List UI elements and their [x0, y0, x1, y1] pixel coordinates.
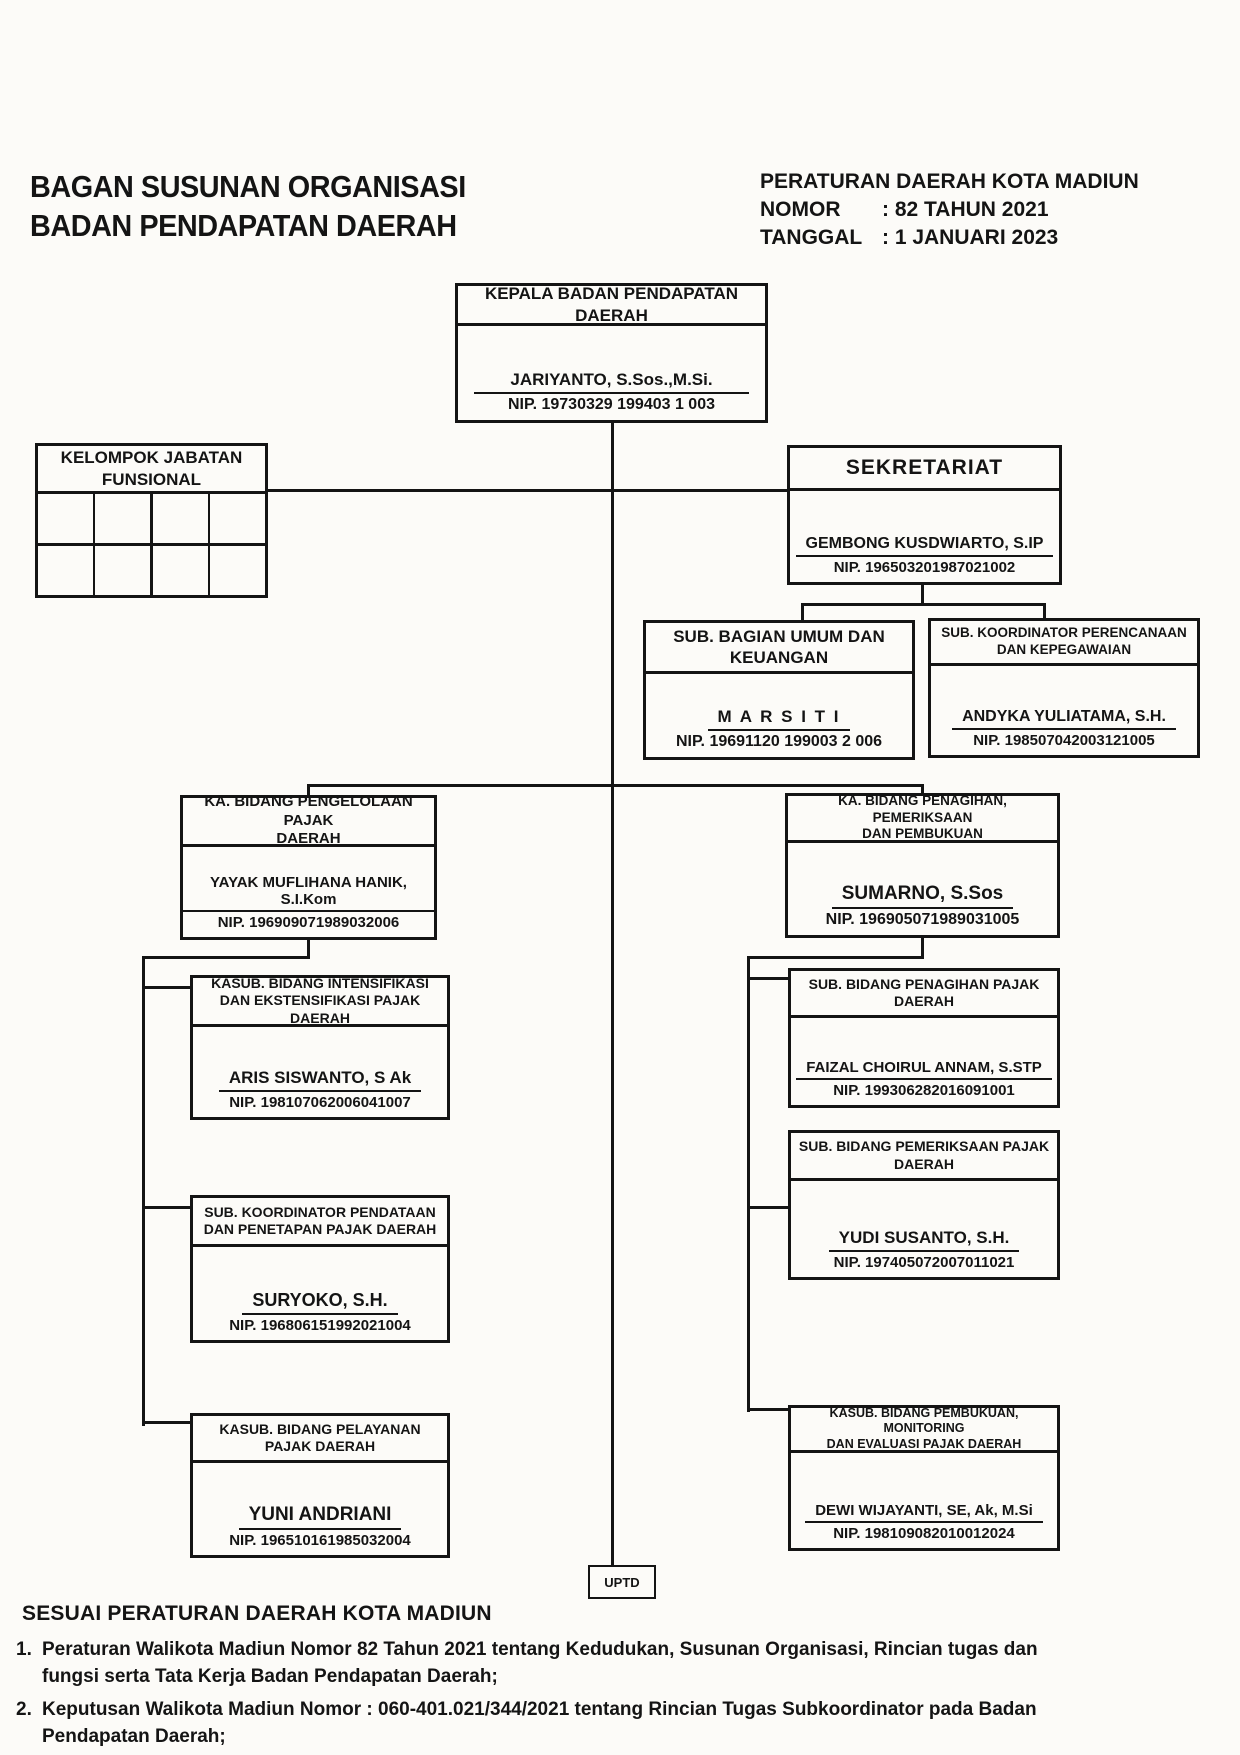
org-box-sub-penagihan-title-line2: DAERAH: [894, 993, 954, 1009]
kelompok-grid-cell: [95, 494, 150, 543]
connector-subkoord-drop: [1043, 603, 1046, 619]
org-box-kepala-nip: NIP. 19730329 199403 1 003: [507, 396, 715, 413]
org-box-kepala-name: JARIYANTO, S.Sos.,M.Si.: [458, 370, 765, 394]
org-box-sub-pemeriksaan-title: [791, 1133, 1057, 1181]
org-box-bidang-penagihan-title-line1: KA. BIDANG PENAGIHAN, PEMERIKSAAN: [838, 792, 1007, 825]
org-box-sekretariat-title-text: SEKRETARIAT: [845, 455, 1004, 479]
org-box-kelompok-title-line2: FUNSIONAL: [101, 469, 202, 489]
org-box-kasub-intensifikasi-title-line1: KASUB. BIDANG INTENSIFIKASI: [211, 974, 429, 991]
org-box-sub-pemeriksaan-nip: NIP. 197405072007011021: [833, 1254, 1015, 1271]
regulation-nomor-label: NOMOR: [760, 198, 841, 221]
org-box-kelompok-title-line1: KELOMPOK JABATAN: [60, 448, 243, 468]
org-box-kasub-pembukuan: [788, 1405, 1060, 1551]
org-box-bidang-pengelolaan: [180, 792, 437, 940]
connector-sekretariat-drop: [921, 583, 924, 605]
org-box-kasub-pelayanan-title-line2: PAJAK DAERAH: [264, 1438, 376, 1454]
regulation-title: PERATURAN DAERAH KOTA MADIUN: [760, 170, 1139, 193]
org-box-kasub-intensifikasi-title: [193, 974, 447, 1027]
org-box-sub-penagihan-title-line1: SUB. BIDANG PENAGIHAN PAJAK: [808, 975, 1040, 992]
org-box-kasub-pembukuan-nip: NIP. 198109082010012024: [833, 1525, 1015, 1542]
org-box-sub-penagihan-title: [791, 971, 1057, 1018]
org-box-kasub-pelayanan-name: YUNI ANDRIANI: [239, 1504, 402, 1530]
org-box-kasub-intensifikasi-nip: NIP. 198107062006041007: [229, 1094, 411, 1111]
org-box-sub-umum-name: M A R S I T I: [708, 707, 851, 731]
org-box-sub-koord-pendataan: [190, 1195, 450, 1343]
legal-note-1: [16, 1636, 1046, 1690]
connector-left-stub-2: [142, 1206, 192, 1209]
document-title: [30, 168, 466, 246]
org-box-sekretariat-title: [790, 448, 1059, 491]
org-box-sub-umum-title-line1: SUB. BAGIAN UMUM DAN: [673, 626, 885, 646]
document-title-line2: BADAN PENDAPATAN DAERAH: [30, 207, 457, 243]
legal-note-2: [16, 1696, 1046, 1750]
org-box-bidang-pengelolaan-title: [183, 792, 434, 848]
connector-left-stub-1: [142, 986, 192, 989]
kelompok-grid-cell: [153, 546, 208, 595]
org-box-sub-pemeriksaan-name: YUDI SUSANTO, S.H.: [829, 1228, 1020, 1252]
org-box-bidang-penagihan-title-line2: DAN PEMBUKUAN: [862, 826, 983, 842]
org-box-sub-koord-perencanaan-title-line1: SUB. KOORDINATOR PERENCANAAN: [941, 625, 1187, 641]
org-box-bidang-penagihan-nip: NIP. 196905071989031005: [825, 911, 1020, 928]
org-box-kepala-title-text: KEPALA BADAN PENDAPATAN DAERAH: [484, 284, 739, 325]
kelompok-grid-cell: [210, 494, 265, 543]
org-box-kasub-intensifikasi: [190, 975, 450, 1120]
connector-row1: [268, 489, 787, 492]
org-box-sub-koord-perencanaan-nip: NIP. 198507042003121005: [973, 732, 1155, 749]
connector-trunk: [611, 423, 614, 1566]
connector-subumum-drop: [801, 603, 804, 621]
org-box-bidang-pengelolaan-title-line2: DAERAH: [276, 830, 341, 848]
connector-right-rail-jog: [747, 956, 924, 959]
org-box-bidang-pengelolaan-name: YAYAK MUFLIHANA HANIK, S.I.Kom: [183, 874, 434, 912]
org-box-bidang-penagihan-name: SUMARNO, S.Sos: [832, 883, 1014, 909]
org-box-kasub-pelayanan-nip: NIP. 196510161985032004: [229, 1532, 411, 1549]
org-box-sub-umum-nip: NIP. 19691120 199003 2 006: [675, 733, 883, 750]
org-box-bidang-pengelolaan-title-line1: KA. BIDANG PENGELOLAAN PAJAK: [204, 792, 413, 829]
regulation-nomor-value: : 82 TAHUN 2021: [882, 198, 1049, 221]
kelompok-grid-cell: [210, 546, 265, 595]
org-box-sub-koord-perencanaan-name: ANDYKA YULIATAMA, S.H.: [952, 708, 1176, 730]
org-box-kasub-pembukuan-title: [791, 1405, 1057, 1453]
org-box-sub-koord-pendataan-nip: NIP. 196806151992021004: [229, 1317, 411, 1334]
regulation-tanggal-label: TANGGAL: [760, 226, 863, 249]
connector-left-stub-3: [142, 1421, 192, 1424]
org-box-kasub-pembukuan-name: DEWI WIJAYANTI, SE, Ak, M.Si: [805, 1502, 1043, 1523]
org-box-sub-pemeriksaan-title-line1: SUB. BIDANG PEMERIKSAAN PAJAK: [798, 1138, 1050, 1154]
org-box-sekretariat-name: GEMBONG KUSDWIARTO, S.IP: [796, 535, 1054, 557]
org-box-sub-umum-title-line2: KEUANGAN: [729, 648, 829, 667]
legal-note-2-text: Keputusan Walikota Madiun Nomor : 060-401.021/344/2021 tentang Rincian Tugas Subkoordinator pada Badan Pendapatan Daerah;: [42, 1699, 1037, 1747]
org-box-kelompok-jabatan: [35, 443, 268, 598]
connector-left-rail-jog: [142, 956, 310, 959]
kelompok-grid-cell: [95, 546, 150, 595]
org-box-sub-koord-pendataan-name: SURYOKO, S.H.: [242, 1290, 397, 1315]
org-box-sub-koord-perencanaan-title-line2: DAN KEPEGAWAIAN: [996, 642, 1132, 657]
regulation-tanggal-value: : 1 JANUARI 2023: [882, 226, 1059, 249]
org-box-sub-pemeriksaan: [788, 1130, 1060, 1280]
org-box-sub-umum-title: [646, 623, 912, 674]
org-box-sub-koord-pendataan-title-line2: DAN PENETAPAN PAJAK DAERAH: [203, 1221, 437, 1237]
connector-right-stub-3: [747, 1408, 790, 1411]
connector-left-rail: [142, 956, 145, 1426]
kelompok-grid-cell: [153, 494, 208, 543]
connector-bidang-bar: [307, 784, 924, 787]
org-box-sub-penagihan-name: FAIZAL CHOIRUL ANNAM, S.STP: [796, 1059, 1052, 1080]
org-box-sub-koord-perencanaan-title: [931, 621, 1197, 666]
org-box-sub-koord-pendataan-title-line1: SUB. KOORDINATOR PENDATAAN: [204, 1203, 436, 1220]
connector-right-stub-1: [747, 977, 790, 980]
connector-left-rail-drop: [307, 938, 310, 958]
org-box-kasub-pembukuan-title-line2: DAN EVALUASI PAJAK DAERAH: [826, 1436, 1022, 1451]
org-box-sekretariat: [787, 445, 1062, 585]
org-box-bidang-penagihan: [785, 793, 1060, 938]
legal-note-1-number: 1.: [16, 1639, 32, 1660]
kelompok-grid-cell: [38, 546, 93, 595]
org-box-sub-penagihan-nip: NIP. 199306282016091001: [833, 1082, 1015, 1099]
connector-right-stub-2: [747, 1206, 790, 1209]
org-box-sub-umum: [643, 620, 915, 760]
connector-right-rail-drop: [921, 936, 924, 958]
org-box-sub-koord-perencanaan: [928, 618, 1200, 758]
org-box-uptd: [588, 1565, 656, 1599]
kelompok-grid-cell: [38, 494, 93, 543]
org-box-uptd-label: UPTD: [604, 1574, 640, 1590]
regulation-block: [760, 168, 1139, 252]
legal-note-1-text: Peraturan Walikota Madiun Nomor 82 Tahun 2021 tentang Kedudukan, Susunan Organisasi, Rincian tugas dan fungsi serta Tata Kerja Badan Pendapatan Daerah;: [42, 1639, 1038, 1687]
org-box-kelompok-title: [38, 446, 265, 494]
org-box-kasub-pembukuan-title-line1: KASUB. BIDANG PEMBUKUAN, MONITORING: [829, 1405, 1019, 1436]
org-box-kasub-pelayanan-title-line1: KASUB. BIDANG PELAYANAN: [219, 1420, 421, 1437]
org-box-sub-penagihan: [788, 968, 1060, 1108]
org-box-kasub-intensifikasi-name: ARIS SISWANTO, S Ak: [219, 1068, 421, 1092]
connector-right-rail: [747, 956, 750, 1412]
legal-notes-heading: SESUAI PERATURAN DAERAH KOTA MADIUN: [22, 1602, 492, 1625]
legal-notes: [16, 1602, 1046, 1755]
org-box-sub-koord-pendataan-title: [193, 1198, 447, 1247]
kelompok-grid: [38, 494, 265, 595]
org-box-kasub-pelayanan-title: [193, 1416, 447, 1463]
org-box-sekretariat-nip: NIP. 196503201987021002: [833, 559, 1016, 576]
legal-note-2-number: 2.: [16, 1699, 32, 1720]
org-box-bidang-penagihan-title: [788, 792, 1057, 843]
org-box-sub-pemeriksaan-title-line2: DAERAH: [894, 1155, 954, 1172]
document-title-line1: BAGAN SUSUNAN ORGANISASI: [30, 169, 466, 204]
org-box-kepala-title: [458, 286, 765, 326]
org-box-bidang-pengelolaan-nip: NIP. 196909071989032006: [217, 914, 400, 931]
org-box-kepala: [455, 283, 768, 423]
org-box-kasub-pelayanan: [190, 1413, 450, 1558]
connector-sekretariat-bar: [801, 603, 1046, 606]
org-box-kasub-intensifikasi-title-line2: DAN EKSTENSIFIKASI PAJAK DAERAH: [219, 992, 421, 1026]
